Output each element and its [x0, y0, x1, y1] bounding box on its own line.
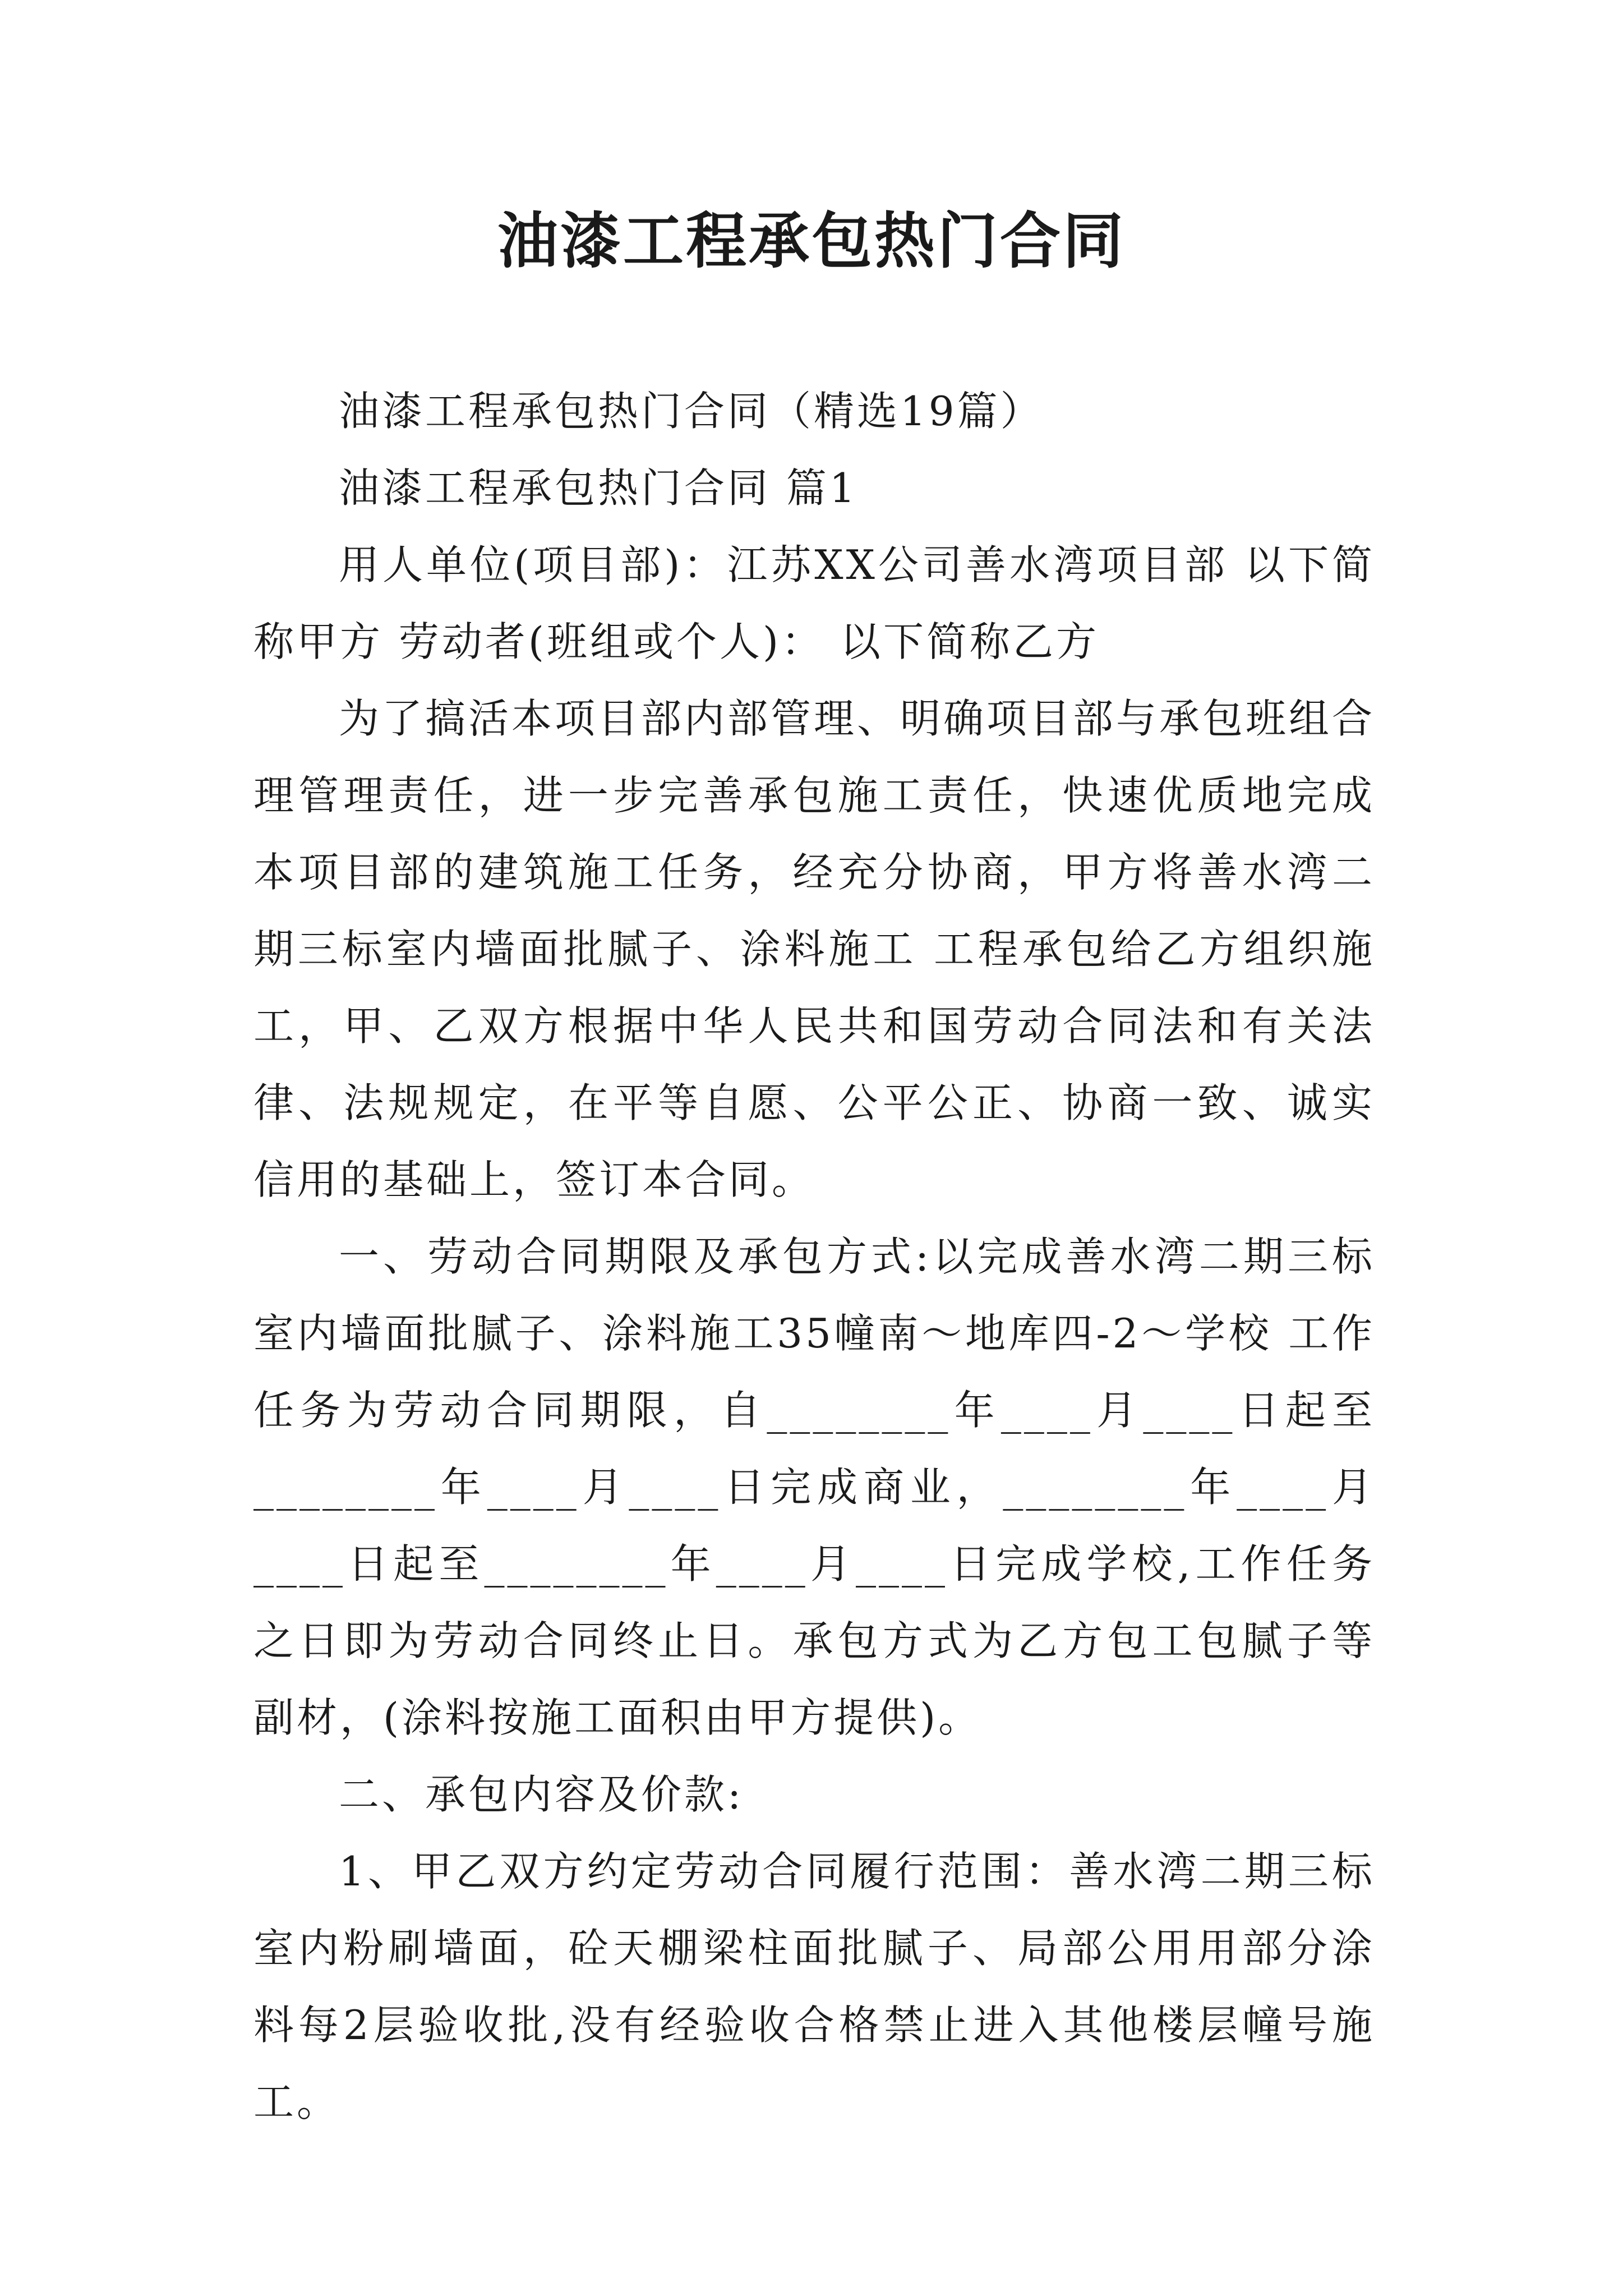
paragraph-subtitle: 油漆工程承包热门合同（精选19篇） [339, 388, 1044, 435]
paragraph-clause-2-heading: 二、承包内容及价款: [339, 1771, 744, 1818]
paragraph-preamble: 为了搞活本项目部内部管理、明确项目部与承包班组合理管理责任，进一步完善承包施工责任，快速优质地完成本项目部的建筑施工任务，经充分协商，甲方将善水湾二期三标室内墙面批腻子、涂料施工 工程承包给乙方组织施工，甲、乙双方根据中华人民共和国劳动合同法和有关法律、法规规定，在平等自愿、公平公正、协商一致、诚实信用的基础上，签订本合同。 [253, 695, 1376, 1203]
paragraph-parties: 用人单位(项目部)：江苏XX公司善水湾项目部 以下简称甲方 劳动者(班组或个人)： 以下简称乙方 [253, 541, 1375, 665]
paragraph-section-heading: 油漆工程承包热门合同 篇1 [339, 464, 858, 512]
paragraph-clause-1: 一、劳动合同期限及承包方式:以完成善水湾二期三标室内墙面批腻子、涂料施工35幢南～地库四-2～学校 工作任务为劳动合同期限，自________年____月____日起至________年____月____日完成商业，________年____月____日起至________年____月____日完成学校,工作任务之日即为劳动合同终止日。承包方式为乙方包工包腻子等副材，(涂料按施工面积由甲方提供)。 [253, 1233, 1375, 1741]
paragraph-clause-2-1: 1、甲乙双方约定劳动合同履行范围：善水湾二期三标室内粉刷墙面，砼天棚梁柱面批腻子、局部公用用部分涂料每2层验收批,没有经验收合格禁止进入其他楼层幢号施工。 [253, 1848, 1375, 2125]
document-title: 油漆工程承包热门合同 [497, 206, 1126, 277]
document-body [253, 373, 1375, 2141]
